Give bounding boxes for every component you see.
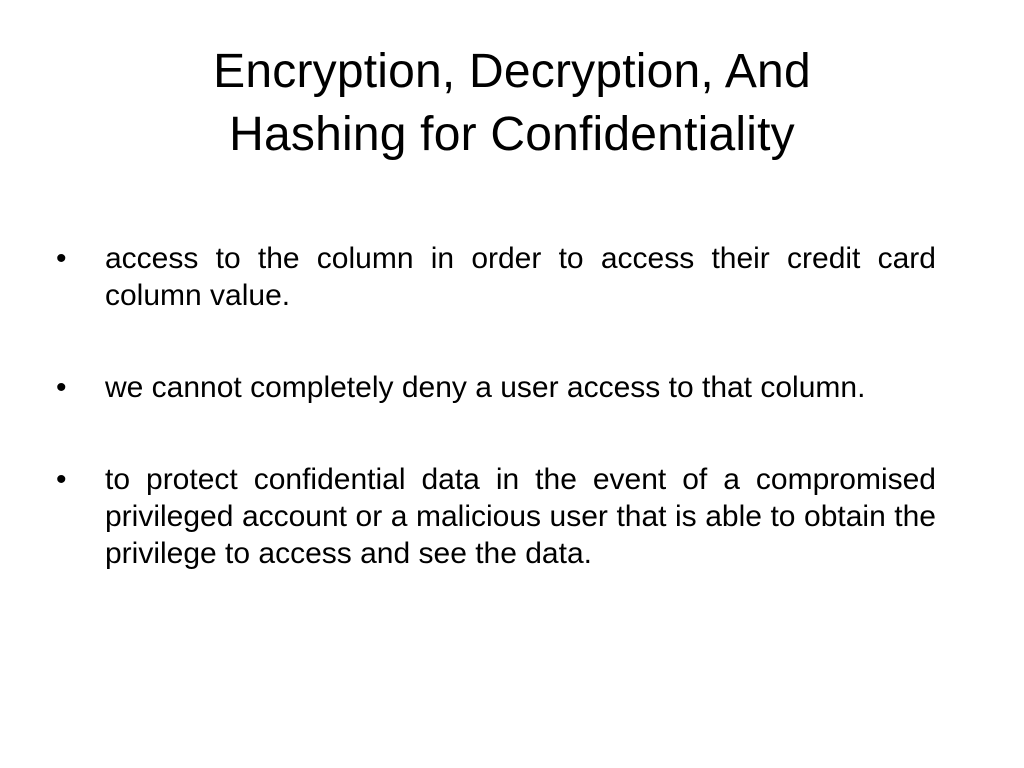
bullet-list [56,240,936,572]
bullet-icon: • [56,242,67,275]
title-line-1: Encryption, Decryption, And [213,45,811,98]
title-line-2: Hashing for Confidentiality [229,108,795,161]
bullet-item-1 [56,240,936,314]
bullet-item-3 [56,461,936,572]
bullet-text-2: we cannot completely deny a user access to that column. [105,371,866,404]
bullet-icon: • [56,463,67,496]
bullet-text-3: to protect confidential data in the event of a compromised privileged account or a malicious user that is able to obtain the privilege to access and see the data. [105,463,936,570]
slide-title [60,40,964,166]
bullet-text-1: access to the column in order to access their credit card column value. [105,242,936,312]
bullet-icon: • [56,371,67,404]
bullet-item-2 [56,369,936,406]
